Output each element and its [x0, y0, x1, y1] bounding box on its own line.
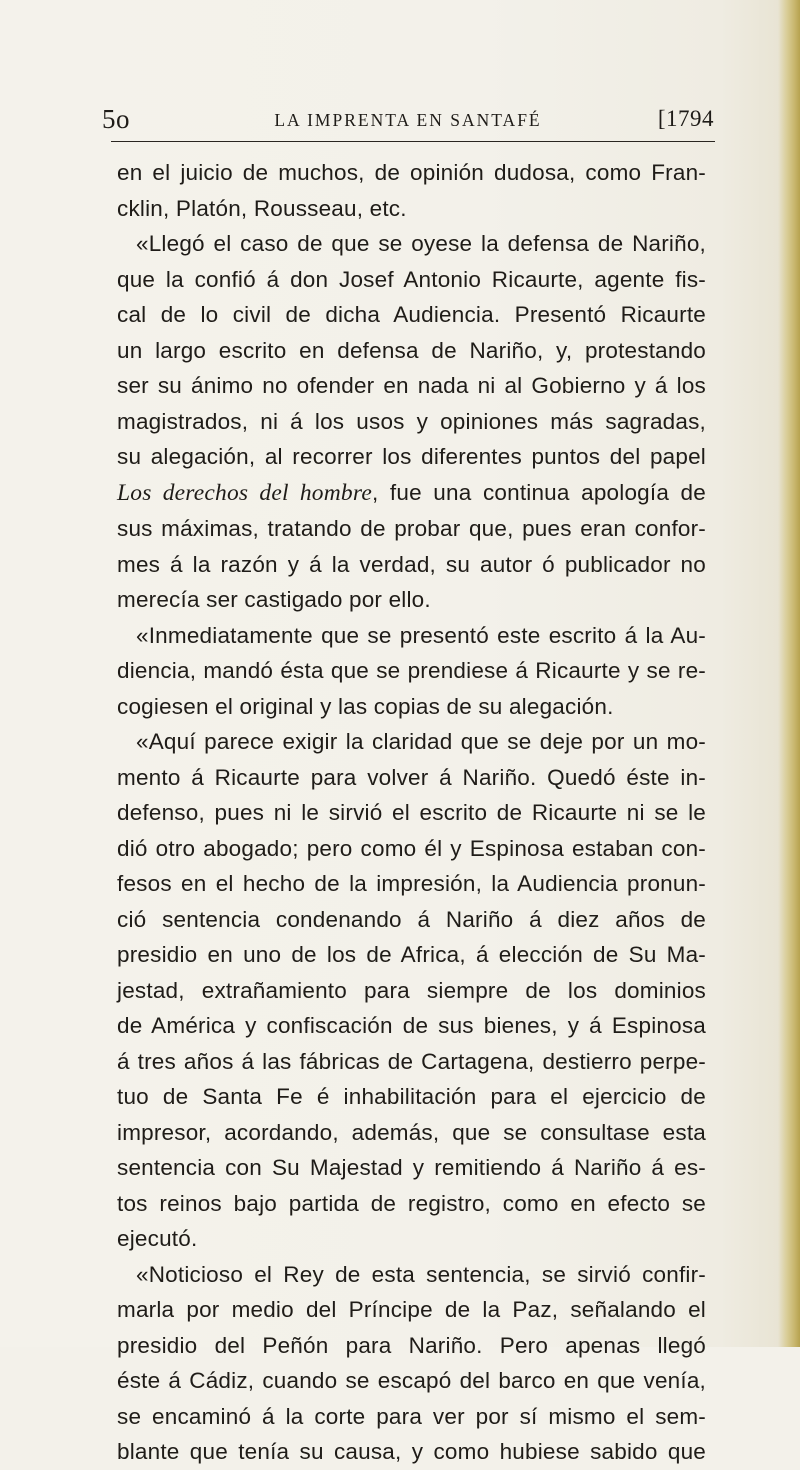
- text-line: su alegación, al recorrer los diferentes puntos del papel: [117, 444, 706, 469]
- text-line-rest: , fue una continua apología de: [371, 479, 706, 505]
- text-line: tos reinos bajo partida de registro, como en efecto se: [117, 1190, 706, 1216]
- text-line: un largo escrito en defensa de Nariño, y, protestando: [117, 337, 706, 363]
- text-line: tuo de Santa Fe é inhabilitación para el ejercicio de: [117, 1084, 706, 1109]
- text-line: sentencia con Su Majestad y remitiendo á Nariño á es-: [117, 1155, 706, 1180]
- page-edge: [778, 0, 800, 1347]
- text-line: sus máximas, tratando de probar que, pues eran confor-: [117, 516, 706, 541]
- text-line: defenso, pues ni le sirvió el escrito de Ricaurte ni se le: [117, 800, 706, 825]
- text-line: á tres años á las fábricas de Cartagena, destierro perpe-: [117, 1048, 706, 1074]
- book-title-italic: Los derechos del hombre: [117, 479, 372, 506]
- text-line: éste á Cádiz, cuando se escapó del barco en que venía,: [117, 1368, 706, 1393]
- text-line: blante que tenía su causa, y como hubiese sabido que: [117, 1439, 706, 1464]
- text-line: en el juicio de muchos, de opinión dudosa, como Fran-: [117, 160, 706, 185]
- text-line: merecía ser castigado por ello.: [117, 587, 431, 612]
- running-title: LA IMPRENTA EN SANTAFÉ: [274, 110, 542, 130]
- text-line: que la confió á don Josef Antonio Ricaurte, agente fis-: [117, 266, 706, 292]
- text-line: dió otro abogado; pero como él y Espinosa estaban con-: [117, 835, 706, 861]
- text-line: ser su ánimo no ofender en nada ni al Gobierno y á los: [117, 373, 706, 398]
- text-line: de América y confiscación de sus bienes, y á Espinosa: [117, 1013, 706, 1038]
- text-line: marla por medio del Príncipe de la Paz, señalando el: [117, 1297, 706, 1322]
- paragraph-start-line: «Noticioso el Rey de esta sentencia, se sirvió confir-: [136, 1261, 706, 1287]
- text-line: cal de lo civil de dicha Audiencia. Presentó Ricaurte: [117, 302, 706, 327]
- text-line: impresor, acordando, además, que se consultase esta: [117, 1119, 706, 1145]
- text-line-with-title: [117, 475, 706, 512]
- text-line: ció sentencia condenando á Nariño á diez años de: [117, 906, 706, 932]
- text-line: presidio del Peñón para Nariño. Pero apenas llegó: [117, 1332, 706, 1358]
- text-line: cogiesen el original y las copias de su alegación.: [117, 693, 614, 719]
- paragraph-start-line: «Inmediatamente que se presentó este escrito á la Au-: [136, 622, 706, 648]
- paragraph-start-line: «Aquí parece exigir la claridad que se deje por un mo-: [136, 729, 706, 754]
- running-header: [102, 104, 714, 138]
- body-text: [117, 155, 706, 1470]
- text-line: cklin, Platón, Rousseau, etc.: [117, 195, 407, 221]
- text-line: ejecutó.: [117, 1226, 198, 1251]
- text-line: magistrados, ni á los usos y opiniones más sagradas,: [117, 408, 706, 434]
- text-line: jestad, extrañamiento para siempre de los dominios: [117, 977, 706, 1003]
- text-line: diencia, mandó ésta que se prendiese á Ricaurte y se re-: [117, 658, 706, 683]
- text-line: se encaminó á la corte para ver por sí mismo el sem-: [117, 1403, 706, 1429]
- paragraph-start-line: «Llegó el caso de que se oyese la defensa de Nariño,: [136, 231, 706, 256]
- text-line: presidio en uno de los de Africa, á elección de Su Ma-: [117, 942, 706, 967]
- year-marker: [1794: [657, 106, 714, 131]
- text-line: mento á Ricaurte para volver á Nariño. Quedó éste in-: [117, 764, 706, 790]
- page-number: 5o: [102, 104, 130, 134]
- text-line: mes á la razón y á la verdad, su autor ó publicador no: [117, 551, 706, 577]
- header-rule: [111, 141, 715, 142]
- text-line: fesos en el hecho de la impresión, la Audiencia pronun-: [117, 871, 706, 896]
